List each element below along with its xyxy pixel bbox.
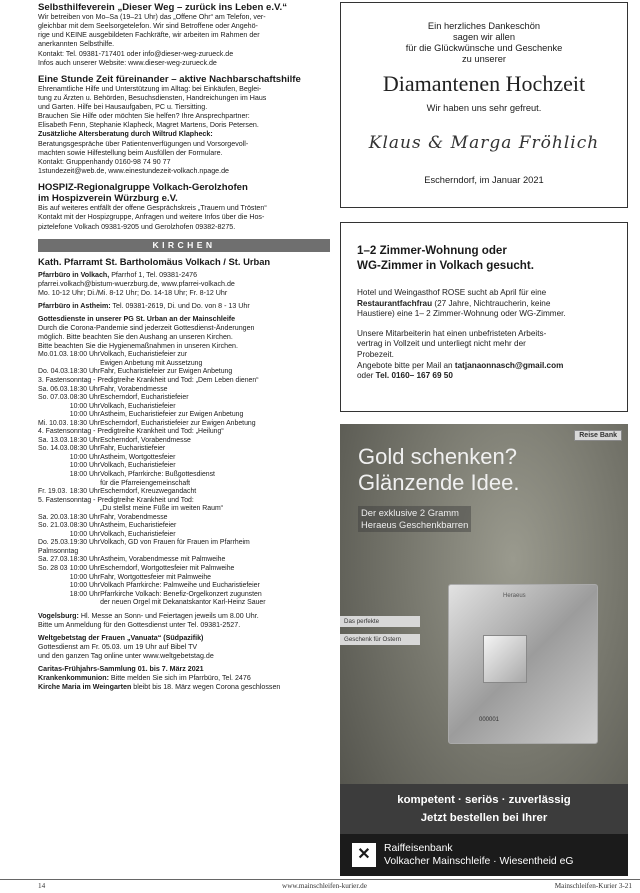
text-line: Kontakt: Gruppenhandy 0160-98 74 90 77 [38, 157, 171, 166]
text-line: machten sowie Hilfestellung beim Ausfüllen der Formulare. [38, 148, 223, 157]
schedule-row [38, 599, 330, 608]
schedule-date: So. 28 03 [38, 565, 68, 573]
office-volkach [38, 271, 330, 280]
schedule-time: 10:00 Uhr [69, 411, 101, 419]
schedule-row [38, 454, 330, 463]
hospiz-title-2: im Hospizverein Würzburg e.V. [38, 193, 178, 205]
schedule-event: Escherndorf, Eucharistiefeier zur Ewigen Anbetung [100, 419, 256, 427]
ad-tag: Geschenk für Ostern [340, 634, 420, 645]
schedule-event: Fahr, Vorabendmesse [100, 513, 168, 521]
text-line: für die Glückwünsche und Geschenke [405, 43, 563, 53]
schedule-time [70, 360, 100, 369]
schedule-date [38, 591, 70, 600]
note-label: Kirche Maria im Weingarten [38, 683, 132, 692]
text-line: Bis auf weiteres entfällt der offene Gesprächskreis „Trauern und Trösten“ [38, 204, 267, 213]
schedule-row [38, 539, 330, 548]
schedule-date: Sa. 27.03. [38, 556, 70, 564]
schedule-heading: 4. Fastensonntag - Predigtreihe Krankheit und Tod: „Heilung“ [38, 428, 224, 436]
text-line [357, 371, 627, 382]
apartment-title-1: 1–2 Zimmer-Wohnung oder [357, 244, 507, 257]
section-selbsthilfe [38, 2, 330, 68]
text-line: Durch die Corona-Pandemie sind jederzeit Gottesdienst-Änderungen [38, 324, 255, 333]
signature: Klaus & Marga Fröhlich [368, 133, 600, 153]
section-parish [38, 256, 330, 693]
schedule-event: Pfarrkirche Volkach: Benefiz-Orgelkonzert zugunsten [100, 590, 262, 598]
schedule-event: Fahr, Wortgottesfeier mit Palmweihe [100, 573, 211, 581]
schedule-time: 18:30 Uhr [69, 556, 101, 564]
schedule-event: Fahr, Eucharistiefeier zur Ewigen Anbetung [100, 368, 233, 376]
stunde-subtitle: Zusätzliche Altersberatung durch Wiltrud Klapheck: [38, 130, 213, 139]
schedule-date [38, 454, 70, 463]
text-line: sagen wir allen [452, 32, 515, 42]
ad-tag: Das perfekte [340, 616, 420, 627]
ad-headline [358, 444, 519, 496]
text-line: Elisabeth Fenn, Stephanie Klapheck, Magret Martens, Doris Petersen. [38, 121, 259, 130]
schedule-row [38, 428, 330, 437]
text-line: rige und KEINE ausgebildeten Fachkräfte, wir arbeiten im Rahmen der [38, 31, 260, 40]
schedule-date [38, 403, 70, 412]
schedule-time: 10:00 Uhr [69, 453, 101, 461]
page-number: 14 [38, 882, 46, 890]
schedule-row [38, 360, 330, 369]
page-footer [0, 879, 640, 893]
schedule-row [38, 420, 330, 429]
raiffeisen-logo-icon: ✕ [352, 843, 376, 867]
job-title: Restaurantfachfrau [357, 298, 433, 308]
text-line: vertrag in Vollzeit und unterliegt nicht mehr der [357, 339, 526, 349]
schedule-date: Sa. 06.03. [38, 385, 70, 393]
text-line: Gottesdienst am Fr. 05.03. um 19 Uhr auf Bibel TV [38, 643, 198, 652]
schedule-time: 08:30 Uhr [69, 522, 101, 530]
note-label: Krankenkommunion: [38, 674, 109, 683]
schedule-event: Astheim, Vorabendmesse mit Palmweihe [100, 556, 226, 564]
schedule-date: Mi. 10.03. [38, 419, 69, 427]
schedule-date [38, 360, 70, 369]
hospiz-title-1: HOSPIZ-Regionalgruppe Volkach-Gerolzhofen [38, 181, 248, 193]
office-text: Pfarrhof 1, Tel. 09381-2476 [109, 270, 198, 279]
text-line: Ein herzliches Dankeschön [427, 21, 541, 31]
slogan-line: Jetzt bestellen bei Ihrer [420, 812, 548, 824]
schedule-date: Do. 04.03. [38, 368, 70, 376]
office-text: Tel. 09381-2619, Di. und Do. von 8 - 13 Uhr [110, 301, 250, 310]
text-line: Hotel und Weingasthof ROSE sucht ab April für eine [357, 288, 547, 297]
selbsthilfe-title: Selbsthilfeverein „Dieser Weg – zurück ins Leben e.V.“ [38, 2, 287, 13]
text-line: Bitte beachten Sie die Hygienemaßnahmen in unseren Kirchen. [38, 342, 238, 351]
text-line: Unsere Mitarbeiterin hat einen unbefristeten Arbeits- [357, 328, 547, 338]
schedule-date: Mo.01.03. [38, 351, 69, 359]
text-line: Mo. 10-12 Uhr; Di./Mi. 8-12 Uhr; Do. 14-18 Uhr; Fr. 8-12 Uhr [38, 288, 228, 297]
schedule-event: „Du stellst meine Füße im weiten Raum“ [100, 505, 223, 513]
schedule-date [38, 462, 70, 471]
thanks-headline: Diamantenen Hochzeit [382, 71, 586, 96]
schedule-time: 18:30 Uhr [69, 368, 101, 376]
selbsthilfe-text [38, 13, 330, 68]
bank-footer [340, 834, 628, 876]
parish-title: Kath. Pfarramt St. Bartholomäus Volkach / St. Urban [38, 255, 271, 267]
schedule-row [38, 514, 330, 523]
schedule-time: 18:30 Uhr [69, 385, 101, 393]
phone-number: Tel. 0160– 167 69 50 [375, 371, 453, 381]
schedule-row [38, 565, 330, 574]
schedule-row [38, 386, 330, 395]
text-line: Kontakt mit der Hospizgruppe, Anfragen und weitere Infos über die Hos- [38, 213, 265, 222]
text-line: Bitte um Anmeldung für den Gottesdienst unter Tel. 09381-2527. [38, 620, 241, 629]
schedule-row [38, 351, 330, 360]
schedule-time [70, 480, 100, 489]
hospiz-text [38, 204, 330, 231]
text-line: Probezeit. [357, 349, 394, 359]
schedule-time: 10:00 Uhr [69, 573, 101, 581]
bank-line: Volkacher Mainschleife · Wiesentheid eG [384, 856, 574, 867]
note-label: Vogelsburg: [38, 611, 79, 620]
slogan-line: kompetent · seriös · zuverlässig [397, 794, 571, 806]
schedule-date: So. 07.03. [38, 394, 70, 402]
schedule-date [38, 505, 70, 514]
note-text: bleibt bis 18. März wegen Corona geschlossen [131, 683, 281, 692]
schedule-time: 18:00 Uhr [69, 351, 101, 359]
text-line: Heraeus Geschenkbarren [361, 519, 469, 530]
text-line: Infos auch unserer Website: www.dieser-weg-zurueck.de [38, 58, 217, 67]
stunde-title: Eine Stunde Zeit füreinander – aktive Nachbarschaftshilfe [38, 73, 301, 85]
schedule-row [38, 548, 330, 557]
schedule-row [38, 591, 330, 600]
apartment-text-2 [357, 329, 627, 382]
schedule-row [38, 394, 330, 403]
schedule-row [38, 531, 330, 540]
schedule-time: 18:30 Uhr [69, 419, 101, 427]
text-line: tung zu Ärzten u. Behörden, Besuchsdiensten, Handreichungen im Haus [38, 94, 267, 103]
schedule-row [38, 488, 330, 497]
text-line: und Garten. Hilfe bei Hausaufgaben, PC u. Tiersitting. [38, 103, 208, 112]
schedule-table [38, 351, 330, 607]
bank-name [384, 842, 573, 868]
schedule-time: 19:30 Uhr [69, 539, 101, 547]
headline-line: Gold schenken? [358, 444, 517, 469]
text-line: piztelefone Volkach 09381-9205 und Gerolzhofen 09382-8275. [38, 222, 236, 231]
schedule-row [38, 497, 330, 506]
schedule-event: Astheim, Wortgottesfeier [100, 453, 176, 461]
headline-line: Glänzende Idee. [358, 470, 520, 495]
schedule-time: 10:00 Uhr [69, 565, 101, 573]
schedule-time: 08:30 Uhr [69, 445, 101, 453]
footer-issue: Mainschleifen-Kurier 3-21 [554, 882, 632, 890]
schedule-event: Escherndorf, Kreuzwegandacht [100, 488, 197, 496]
text-line: Ehrenamtliche Hilfe und Unterstützung im Alltag: bei Einkäufen, Beglei- [38, 84, 262, 93]
bank-line: Raiffeisenbank [384, 843, 453, 854]
schedule-event: Astheim, Eucharistiefeier zur Ewigen Anbetung [100, 411, 244, 419]
text-line: möglich. Bitte beachten Sie den Aushang an unseren Kirchen. [38, 333, 233, 342]
schedule-row [38, 480, 330, 489]
vogelsburg-note [38, 612, 330, 621]
text-line: Kontakt: Tel. 09381-717401 oder info@dieser-weg-zurueck.de [38, 49, 234, 58]
parish-offices [38, 271, 330, 352]
schedule-event: Ewigen Anbetung mit Aussetzung [100, 359, 203, 367]
schedule-event: Fahr, Eucharistiefeier [100, 445, 166, 453]
text-line: Haustiere) eine 1– 2 Zimmer-Wohnung oder WG-Zimmer. [357, 309, 566, 319]
note-text: Bitte melden Sie sich im Pfarrbüro, Tel. 2476 [108, 674, 251, 683]
schedule-time [70, 599, 100, 608]
text-line: anerkannten Selbsthilfe. [38, 40, 115, 49]
schedule-event: Volkach, GD von Frauen für Frauen im Pfarrheim [100, 539, 250, 547]
office-label: Pfarrbüro in Astheim: [38, 301, 111, 310]
stunde-text [38, 85, 330, 176]
bar-brand: Heraeus [503, 593, 526, 599]
text-line: gleichbar mit dem Seelsorgetelefon. Wir sind Betroffene oder Angehö- [38, 22, 258, 31]
bar-serial: 000001 [479, 717, 500, 723]
schedule-time [70, 505, 100, 514]
text-line [357, 299, 627, 310]
text-span: (27 Jahre, Nichtraucherin, keine [432, 298, 551, 308]
schedule-time: 10:00 Uhr [69, 402, 101, 410]
schedule-event: Fahr, Vorabendmesse [100, 385, 168, 393]
apartment-title-2: WG-Zimmer in Volkach gesucht. [357, 259, 534, 272]
text-line: und den ganzen Tag online unter www.weltgebetstag.de [38, 652, 214, 661]
schedule-row [38, 556, 330, 565]
apartment-text-1 [357, 288, 627, 320]
weltgebet-title: Weltgebetstag der Frauen „Vanuata“ (Südpazifik) [38, 633, 204, 642]
schedule-time: 10:00 Uhr [69, 530, 101, 538]
krankenkommunion-note [38, 674, 330, 683]
bank-ad [340, 424, 628, 876]
footer-url: www.mainschleifen-kurier.de [282, 882, 367, 890]
schedule-event: Volkach, Eucharistiefeier [100, 402, 176, 410]
schedule-heading: 5. Fastensonntag - Predigtreihe Krankheit und Tod: [38, 496, 194, 504]
kirche-note [38, 683, 330, 692]
left-column [38, 2, 330, 693]
schedule-time: 10:00 Uhr [69, 582, 101, 590]
schedule-row [38, 411, 330, 420]
schedule-event: Volkach Pfarrkirche: Palmweihe und Eucharistiefeier [100, 582, 260, 590]
schedule-row [38, 437, 330, 446]
text-line: Wir betreiben von Mo–Sa (19–21 Uhr) das „Offene Ohr“ am Telefon, ver- [38, 13, 266, 22]
email-link[interactable]: tatjanaonnasch@gmail.com [454, 360, 564, 370]
place-date: Escherndorf, im Januar 2021 [424, 175, 544, 185]
schedule-event: für die Pfarreiengemeinschaft [100, 479, 191, 487]
schedule-event: Escherndorf, Eucharistiefeier [100, 394, 189, 402]
schedule-date: Fr. 19.03. [38, 488, 68, 496]
text-line: Der exklusive 2 Gramm [361, 507, 459, 518]
schedule-time: 10:00 Uhr [69, 462, 101, 470]
gottesdienste-title: Gottesdienste in unserer PG St. Urban an der Mainschleife [38, 314, 236, 323]
ad-product [358, 506, 471, 532]
section-stunde [38, 74, 330, 176]
office-astheim [38, 302, 330, 311]
schedule-heading: Palmsonntag [38, 547, 79, 555]
text-line [357, 361, 627, 372]
kirchen-heading: KIRCHEN [38, 239, 330, 252]
text-line: Beratungsgespräche über Patientenverfügungen und Vorsorgevoll- [38, 139, 249, 148]
text-line: pfarrei.volkach@bistum-wuerzburg.de, www.pfarrei-volkach.de [38, 279, 235, 288]
ad-slogan [340, 784, 628, 834]
text-span: oder [357, 371, 376, 381]
text-line: 1stundezeit@web.de, www.einestundezeit-volkach.npage.de [38, 166, 229, 175]
caritas-title: Caritas-Frühjahrs-Sammlung 01. bis 7. März 2021 [38, 665, 204, 674]
schedule-time: 18:30 Uhr [69, 436, 101, 444]
schedule-event: Volkach, Eucharistiefeier zur [100, 351, 188, 359]
schedule-row [38, 471, 330, 480]
thanks-text [341, 21, 627, 65]
apartment-ad [340, 222, 628, 412]
reisebank-logo: Reise Bank [574, 430, 622, 441]
schedule-heading: 3. Fastensonntag - Predigtreihe Krankheit und Tod: „Dem Leben dienen“ [38, 376, 259, 384]
schedule-row [38, 445, 330, 454]
schedule-row [38, 462, 330, 471]
schedule-event: Volkach, Eucharistiefeier [100, 462, 176, 470]
text-line: Brauchen Sie Hilfe oder möchten Sie helfen? Ihre Ansprechpartner: [38, 112, 250, 121]
section-hospiz [38, 182, 330, 232]
schedule-date: So. 14.03. [38, 445, 70, 453]
schedule-row [38, 505, 330, 514]
text-line: zu unserer [462, 54, 506, 64]
thanks-subline: Wir haben uns sehr gefreut. [426, 103, 542, 113]
schedule-row [38, 574, 330, 583]
schedule-row [38, 403, 330, 412]
schedule-time: 18:00 Uhr [69, 590, 101, 598]
schedule-date [38, 480, 70, 489]
schedule-date [38, 599, 70, 608]
schedule-time: 18:30 Uhr [69, 488, 101, 496]
schedule-date [38, 411, 70, 420]
schedule-date [38, 574, 70, 583]
gold-ingot-icon [483, 635, 527, 683]
schedule-row [38, 522, 330, 531]
note-text: Hl. Messe an Sonn- und Feiertagen jeweils um 8.00 Uhr. [78, 611, 259, 620]
office-label: Pfarrbüro in Volkach, [38, 270, 110, 279]
schedule-date [38, 582, 70, 591]
schedule-event: Escherndorf, Vorabendmesse [100, 436, 191, 444]
text-span: Angebote bitte per Mail an [357, 360, 455, 370]
schedule-event: Volkach, Pfarrkirche: Bußgottesdienst [100, 471, 215, 478]
schedule-date: Sa. 13.03. [38, 436, 70, 444]
schedule-date: So. 21.03. [38, 522, 70, 530]
schedule-event: Volkach, Eucharistiefeier [100, 530, 176, 538]
schedule-row [38, 377, 330, 386]
schedule-time: 18:00 Uhr [69, 471, 101, 478]
schedule-row [38, 368, 330, 377]
schedule-date: Do. 25.03. [38, 539, 70, 547]
schedule-date [38, 471, 70, 480]
schedule-event: Astheim, Eucharistiefeier [100, 522, 177, 530]
schedule-event: Escherndorf, Wortgottesfeier mit Palmweihe [100, 565, 235, 573]
schedule-date: Sa. 20.03. [38, 513, 70, 521]
schedule-date [38, 531, 70, 540]
parish-notes [38, 612, 330, 693]
gold-bar-card [448, 584, 598, 744]
schedule-event: der neuen Orgel mit Dekanatskantor Karl-Heinz Sauer [100, 599, 266, 607]
schedule-time: 18:30 Uhr [69, 513, 101, 521]
schedule-row [38, 582, 330, 591]
thanks-ad [340, 2, 628, 208]
schedule-time: 08:30 Uhr [69, 394, 101, 402]
